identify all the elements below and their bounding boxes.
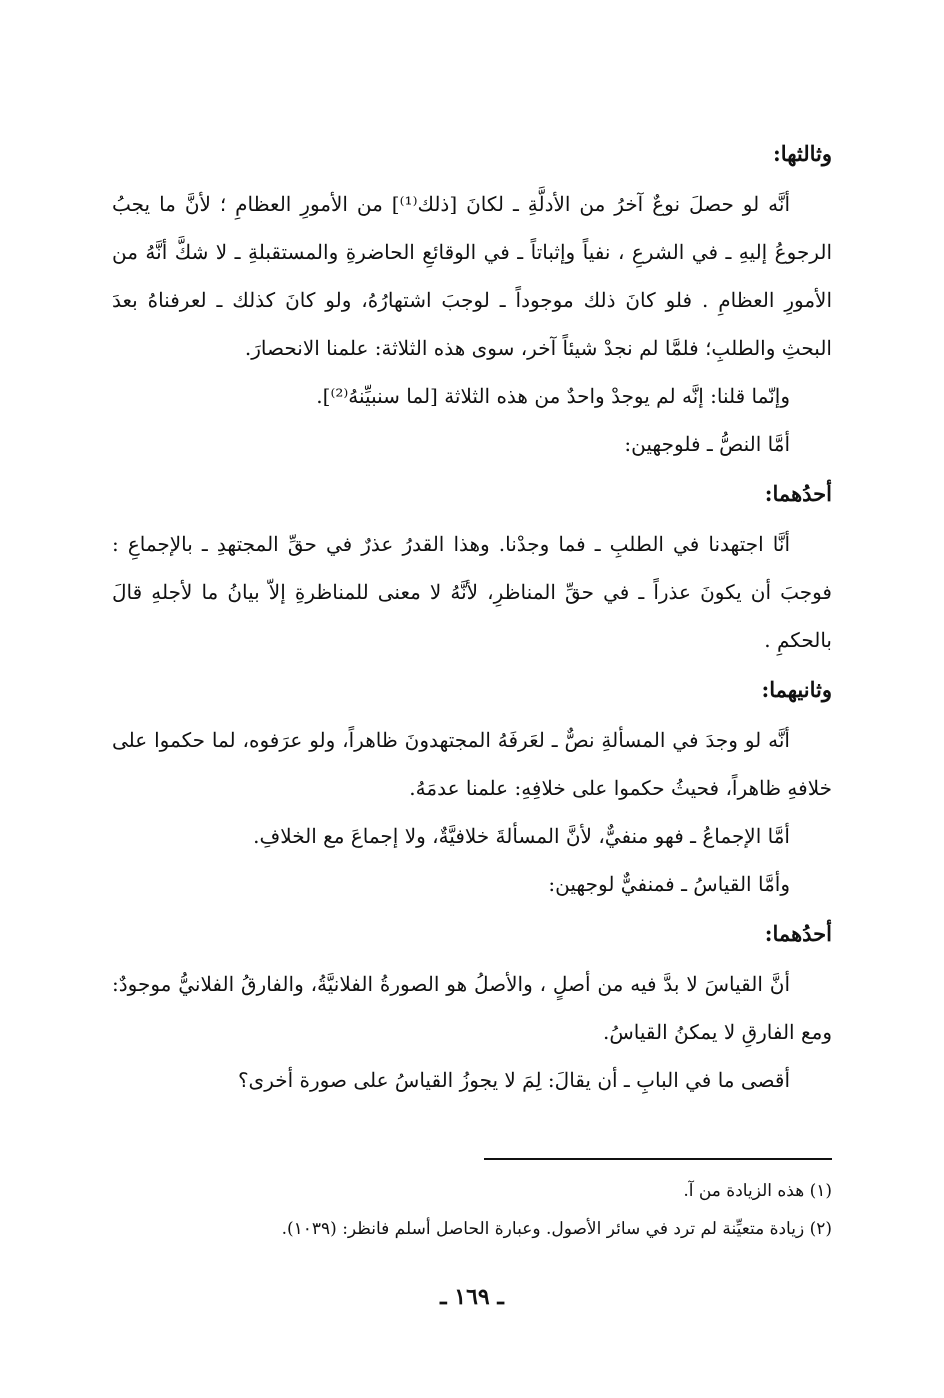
paragraph-8: أنَّ القياسَ لا بدَّ فيه من أصلٍ ، والأصلُ هو الصورةُ الفلانيَّةُ، والفارقُ الفلانيُّ موجودٌ: ومع الفارقِ لا يمكنُ القياسُ.	[112, 972, 832, 1044]
paragraph-7: وأمَّا القياسُ ـ فمنفيٌّ لوجهين:	[548, 872, 790, 896]
section-heading-first: أحدُهما:	[764, 481, 832, 506]
footnotes	[112, 1172, 832, 1248]
footnote-2: (٢) زيادة متعيِّنة لم ترد في سائر الأصول. وعبارة الحاصل أسلم فانظر: (١٠٣٩).	[281, 1219, 832, 1239]
page-number: ـ ١٦٩ ـ	[440, 1284, 504, 1310]
paragraph-4: أنَّا اجتهدنا في الطلبِ ـ فما وجدْنا. وهذا القدرُ عذرٌ في حقِّ المجتهدِ ـ بالإجماعِ : فوجبَ أن يكونَ عذراً ـ في حقِّ المناظرِ، لأنَّهُ لا معنى للمناظرةِ إلاّ بيانُ ما لأجلهِ قالَ بالحكمِ .	[112, 532, 832, 652]
section-heading-second: وثانيهما:	[761, 677, 832, 702]
section-heading-first-2: أحدُهما:	[764, 921, 832, 946]
section-heading-third: وثالثها:	[773, 141, 832, 166]
paragraph-3: أمَّا النصُّ ـ فلوجهين:	[624, 432, 790, 456]
footnote-1: (١) هذه الزيادة من آ.	[683, 1181, 832, 1201]
paragraph-5: أنَّه لو وجدَ في المسألةِ نصٌّ ـ لعَرفَهُ المجتهدونَ ظاهراً، ولو عرَفوه، لما حكموا على خلافهِ ظاهراً، فحيثُ حكموا على خلافِهِ: علمنا عدمَهُ.	[112, 728, 832, 800]
footnote-divider	[484, 1158, 832, 1160]
paragraph-6: أمَّا الإجماعُ ـ فهو منفيٌّ، لأنَّ المسألةَ خلافيَّةٌ، ولا إجماعَ مع الخلافِ.	[253, 824, 790, 848]
paragraph-2: وإنّما قلنا: إنَّه لم يوجدْ واحدٌ من هذه الثلاثة [لما سنبيِّنهُ⁽²⁾].	[316, 384, 790, 408]
paragraph-1: أنَّه لو حصلَ نوعٌ آخرُ من الأدلَّةِ ـ لكانَ [ذلك⁽¹⁾] من الأمورِ العظامِ ؛ لأنَّ ما يجبُ الرجوعُ إليهِ ـ في الشرعِ ، نفياً وإثباتاً ـ في الوقائعِ الحاضرةِ والمستقبلةِ ـ لا شكَّ أنَّهُ من الأمورِ العظامِ . فلو كانَ ذلك موجوداً ـ لوجبَ اشتهارُهُ، ولو كانَ كذلك ـ لعرفناهُ بعدَ البحثِ والطلبِ؛ فلمَّا لم نجدْ شيئاً آخر، سوى هذه الثلاثة: علمنا الانحصارَ.	[112, 192, 832, 360]
paragraph-9: أقصى ما في البابِ ـ أن يقالَ: لِمَ لا يجوزُ القياسُ على صورة أخرى؟	[237, 1068, 790, 1092]
